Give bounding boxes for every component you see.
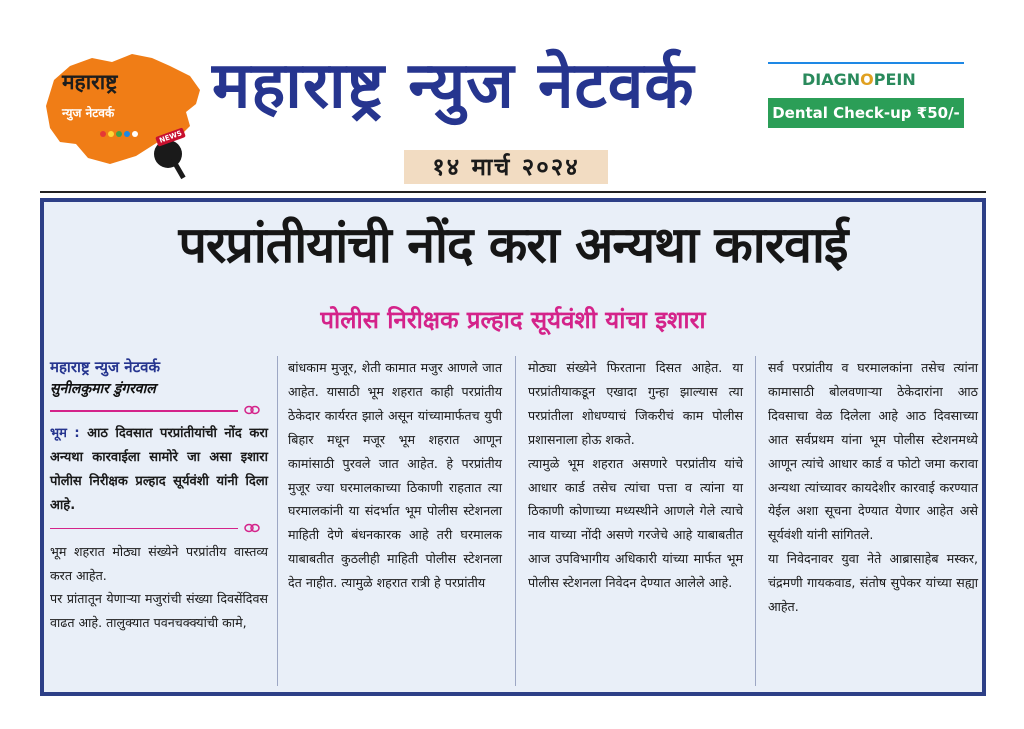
newspaper-title: महाराष्ट्र न्युज नेटवर्क <box>212 49 695 123</box>
article-frame <box>40 198 986 696</box>
body-paragraph: भूम शहरात मोठ्या संख्येने परप्रांतीय वास्तव्य करत आहेत. <box>50 543 268 583</box>
advertisement-banner[interactable] <box>768 60 964 128</box>
ad-brand-name: DIAGNOPEIN <box>802 70 916 89</box>
issue-date: १४ मार्च २०२४ <box>404 150 608 184</box>
body-paragraph: त्यामुळे भूम शहरात असणारे परप्रांतीय यांचे आधार कार्ड तसेच त्यांचा पत्ता व त्यांना या ठिकाणी कोणाच्या मध्यस्थीने आणले गेले त्याचे नाव याच्या नोंदी असणे गरजेचे आहे याबाबतीत आज उपविभागीय अधिकारी यांच्या मार्फत भूम पोलीस स्टेशनला निवेदन देण्यात आलेले आहे. <box>528 455 743 591</box>
body-paragraph: पर प्रांतातून येणाऱ्या मजुरांची संख्या दिवसेंदिवस वाढत आहे. तालुक्यात पवनचक्क्यांची कामे, <box>50 591 268 631</box>
article-column-4 <box>768 356 978 619</box>
logo-title: महाराष्ट्र <box>62 70 118 94</box>
body-paragraph: मोठ्या संख्येने फिरताना दिसत आहेत. या परप्रांतीयाकडून एखादा गुन्हा झाल्यास त्या परप्रांतीला शोधण्याचं जिकरीचं काम पोलीस प्रशासनाला होऊ शकते. <box>528 360 743 447</box>
lead-paragraph <box>50 422 268 518</box>
pink-divider <box>50 402 268 420</box>
header-rule <box>40 191 986 193</box>
body-paragraph: बांधकाम मुजूर, शेती कामात मजुर आणले जात आहेत. यासाठी भूम शहरात काही परप्रांतीय ठेकेदार कार्यरत झाले असून यांच्यामार्फतच युपी बिहार मधून मजूर भूम शहरात आणून कामांसाठी पुरवले जात आहेत. हे परप्रांतीय मुजूर ज्या घरमालकाच्या ठिकाणी राहतात त्या घरमालकांनी या संदर्भात भूम पोलीस स्टेशनला माहिती देणे बंधनकारक आहे तरी घरमालक याबाबतीत कुठलीही माहिती पोलीस स्टेशनला देत नाहीत. त्यामुळे शहरात रात्री हे परप्रांतीय <box>288 360 502 591</box>
column-separator <box>515 356 516 686</box>
byline-author: सुनीलकुमार डुंगरवाल <box>50 381 156 397</box>
logo-dots <box>100 122 140 141</box>
divider-ornament-icon <box>244 405 260 415</box>
dateline-place: भूम : <box>50 426 80 441</box>
divider-ornament-icon <box>244 523 260 533</box>
lead-text: आठ दिवसात परप्रांतीयांची नोंद करा अन्यथा कारवाईला सामोरे जा असा इशारा पोलीस निरीक्षक प्रल्हाद सूर्यवंशी यांनी दिला आहे. <box>50 426 268 513</box>
pink-divider <box>50 520 268 538</box>
body-paragraph: या निवेदनावर युवा नेते आब्रासाहेब मस्कर, चंद्रमणी गायकवाड, संतोष सुपेकर यांच्या सह्या आहेत. <box>768 551 978 615</box>
article-column-3 <box>528 356 743 595</box>
ad-top-line <box>768 62 964 64</box>
column-separator <box>755 356 756 686</box>
article-headline: परप्रांतीयांची नोंद करा अन्यथा कारवाई <box>178 216 848 274</box>
article-subheadline: पोलीस निरीक्षक प्रल्हाद सूर्यवंशी यांचा इशारा <box>320 306 706 334</box>
body-paragraph: सर्व परप्रांतीय व घरमालकांना तसेच त्यांना कामासाठी बोलवणाऱ्या ठेकेदारांना आठ दिवसाचा वेळ दिलेला आहे आठ दिवसाच्या आत सर्वप्रथम यांना भूम पोलीस स्टेशनमध्ये आणून त्यांचे आधार कार्ड व फोटो जमा करावा अन्यथा त्यांच्यावर कायदेशीर कारवाई करण्यात येईल अशा सूचना देण्यात येणार आहेत असे सूर्यवंशी यांनी सांगितले. <box>768 360 978 543</box>
news-microphone-tag: NEWS <box>155 127 186 146</box>
byline-organization: महाराष्ट्र न्युज नेटवर्क <box>50 358 161 376</box>
ad-call-to-action[interactable]: Dental Check-up ₹50/- <box>768 98 964 128</box>
article-column-2 <box>288 356 502 595</box>
article-column-1 <box>50 356 268 635</box>
masthead-logo <box>40 46 208 182</box>
column-separator <box>277 356 278 686</box>
logo-subtitle: न्युज नेटवर्क <box>62 106 115 120</box>
